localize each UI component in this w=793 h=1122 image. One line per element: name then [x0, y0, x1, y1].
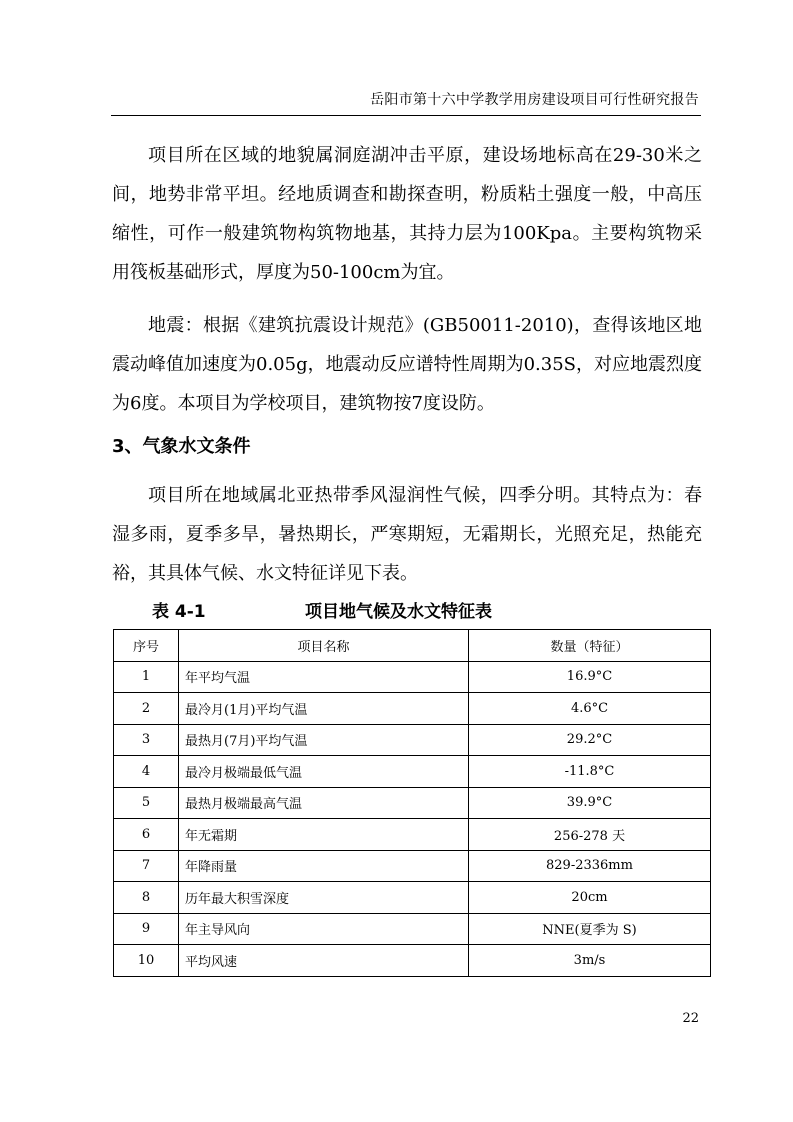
row-seq: 2: [114, 693, 179, 725]
document-header-title: 岳阳市第十六中学教学用房建设项目可行性研究报告: [370, 92, 699, 108]
row-item-name: 年平均气温: [179, 661, 469, 693]
row-item-name: 最热月极端最高气温: [179, 787, 469, 819]
table-row: [114, 882, 711, 914]
paragraph-climate: 项目所在地域属北亚热带季风湿润性气候，四季分明。其特点为：春湿多雨，夏季多旱，暑热期长，严寒期短，无霜期长，光照充足，热能充裕，其具体气候、水文特征详见下表。: [112, 485, 702, 584]
row-value: NNE(夏季为 S): [469, 913, 711, 945]
row-seq: 3: [114, 724, 179, 756]
table-row: [114, 661, 711, 693]
table-caption-title: 项目地气候及水文特征表: [305, 602, 492, 622]
row-seq: 8: [114, 882, 179, 914]
table-row: [114, 693, 711, 725]
row-value: -11.8°C: [469, 756, 711, 788]
row-item-name: 最冷月极端最低气温: [179, 756, 469, 788]
row-seq: 5: [114, 787, 179, 819]
header-cell-item-name: 项目名称: [179, 630, 469, 662]
table-caption-number: 表 4-1: [152, 602, 206, 622]
table-row: [114, 945, 711, 977]
row-item-name: 最热月(7月)平均气温: [179, 724, 469, 756]
row-item-name: 年无霜期: [179, 819, 469, 851]
table-row: [114, 724, 711, 756]
table-row: [114, 756, 711, 788]
header-cell-value: 数量（特征）: [469, 630, 711, 662]
row-item-name: 历年最大积雪深度: [179, 882, 469, 914]
section-heading-climate: 3、气象水文条件: [112, 436, 251, 457]
row-seq: 4: [114, 756, 179, 788]
header-cell-seq: 序号: [114, 630, 179, 662]
table-row: [114, 819, 711, 851]
table-row: [114, 913, 711, 945]
row-value: 4.6°C: [469, 693, 711, 725]
row-value: 16.9°C: [469, 661, 711, 693]
row-seq: 1: [114, 661, 179, 693]
row-seq: 9: [114, 913, 179, 945]
header-divider: [111, 115, 701, 116]
paragraph-seismic: 地震：根据《建筑抗震设计规范》(GB50011-2010)，查得该地区地震动峰值加速度为0.05g，地震动反应谱特性周期为0.35S，对应地震烈度为6度。本项目为学校项目，建筑物按7度设防。: [112, 315, 703, 414]
row-value: 256-278 天: [469, 819, 711, 851]
page-number: 22: [682, 1011, 699, 1026]
table-row: [114, 850, 711, 882]
table-header-row: [114, 630, 711, 662]
row-value: 829-2336mm: [469, 850, 711, 882]
paragraph-terrain: 项目所在区域的地貌属洞庭湖冲击平原，建设场地标高在29-30米之间，地势非常平坦。经地质调查和勘探查明，粉质粘土强度一般，中高压缩性，可作一般建筑物构筑物地基，其持力层为100Kpa。主要构筑物采用筏板基础形式，厚度为50-100cm为宜。: [112, 145, 702, 283]
table-row: [114, 787, 711, 819]
row-item-name: 平均风速: [179, 945, 469, 977]
row-value: 39.9°C: [469, 787, 711, 819]
row-item-name: 年主导风向: [179, 913, 469, 945]
row-item-name: 年降雨量: [179, 850, 469, 882]
row-seq: 7: [114, 850, 179, 882]
row-item-name: 最冷月(1月)平均气温: [179, 693, 469, 725]
row-seq: 6: [114, 819, 179, 851]
row-seq: 10: [114, 945, 179, 977]
row-value: 29.2°C: [469, 724, 711, 756]
climate-hydrology-table: [113, 629, 711, 977]
row-value: 20cm: [469, 882, 711, 914]
row-value: 3m/s: [469, 945, 711, 977]
